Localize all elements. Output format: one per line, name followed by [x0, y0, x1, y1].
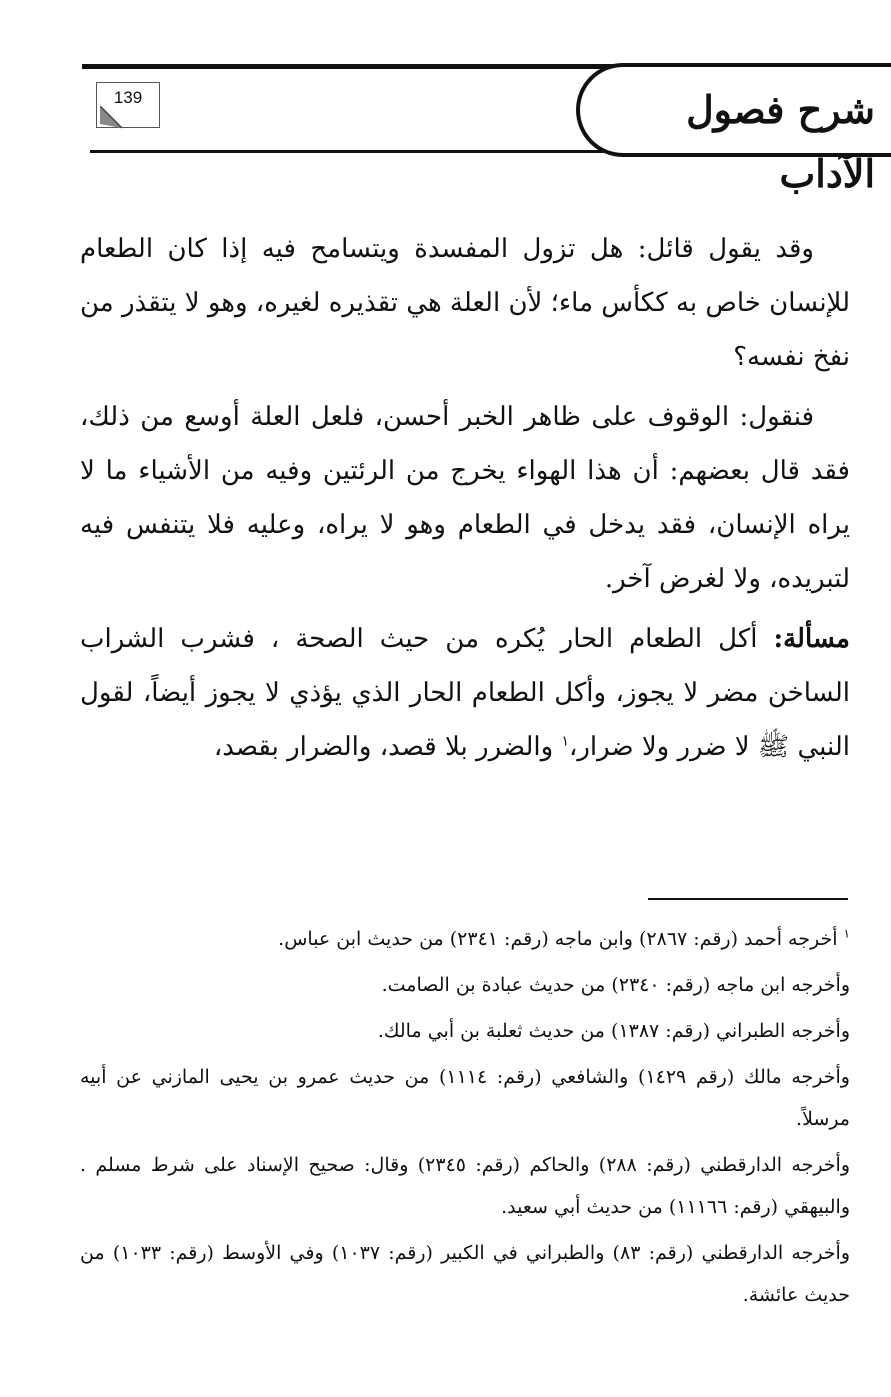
issue-label: مسألة:: [773, 624, 850, 654]
footnote-item: وأخرجه الطبراني (رقم: ١٣٨٧) من حديث ثعلبة بن أبي مالك.: [377, 1020, 850, 1042]
main-text: [80, 222, 850, 780]
footnote-item: وأخرجه الدارقطني (رقم: ٢٨٨) والحاكم (رقم: ٢٣٤٥) وقال: صحيح الإسناد على شرط مسلم . والبيهقي (رقم: ١١١٦٦) من حديث أبي سعيد.: [80, 1154, 850, 1218]
footnotes: [80, 918, 850, 1320]
footnote-separator: [648, 898, 848, 900]
footnote-reference: ١: [561, 733, 569, 750]
issue-text-end: والضرر بلا قصد، والضرار بقصد،: [213, 732, 562, 762]
footnote-marker: ١: [843, 926, 850, 941]
issue-text: أكل الطعام الحار يُكره من حيث الصحة ، فشرب الشراب الساخن مضر لا يجوز، وأكل الطعام الحار الذي يؤذي لا يجوز أيضاً، لقول النبي ﷺ لا ضرر ولا ضرار،: [80, 624, 850, 762]
footnote-item: وأخرجه ابن ماجه (رقم: ٢٣٤٠) من حديث عبادة بن الصامت.: [381, 974, 850, 996]
page-number: 139: [113, 88, 143, 107]
paragraph: وقد يقول قائل: هل تزول المفسدة ويتسامح فيه إذا كان الطعام للإنسان خاص به ككأس ماء؛ لأن العلة هي تقذيره لغيره، وهو لا يتقذر من نفخ نفسه؟: [80, 234, 850, 372]
book-title: شرح فصول الآداب: [686, 87, 875, 196]
page-curl-icon: [100, 106, 124, 130]
footnote-item: $^١$ أخرجه أحمد (رقم: ٢٨٦٧) وابن ماجه (رقم: ٢٣٤١) من حديث ابن عباس.: [278, 926, 850, 950]
footnote-item: وأخرجه مالك (رقم ١٤٢٩) والشافعي (رقم: ١١١٤) من حديث عمرو بن يحيى المازني عن أبيه مرسلاً.: [80, 1066, 850, 1130]
issue-paragraph: [80, 612, 850, 774]
footnote-item: وأخرجه الدارقطني (رقم: ٨٣) والطبراني في الكبير (رقم: ١٠٣٧) وفي الأوسط (رقم: ١٠٣٣) من حديث عائشة.: [80, 1242, 851, 1306]
paragraph: فنقول: الوقوف على ظاهر الخبر أحسن، فلعل العلة أوسع من ذلك، فقد قال بعضهم: أن هذا الهواء يخرج من الرئتين وفيه من الأشياء ما لا يراه الإنسان، فقد يدخل في الطعام وهو لا يراه، وعليه فلا يتنفس فيه لتبريده، ولا لغرض آخر.: [80, 402, 850, 594]
